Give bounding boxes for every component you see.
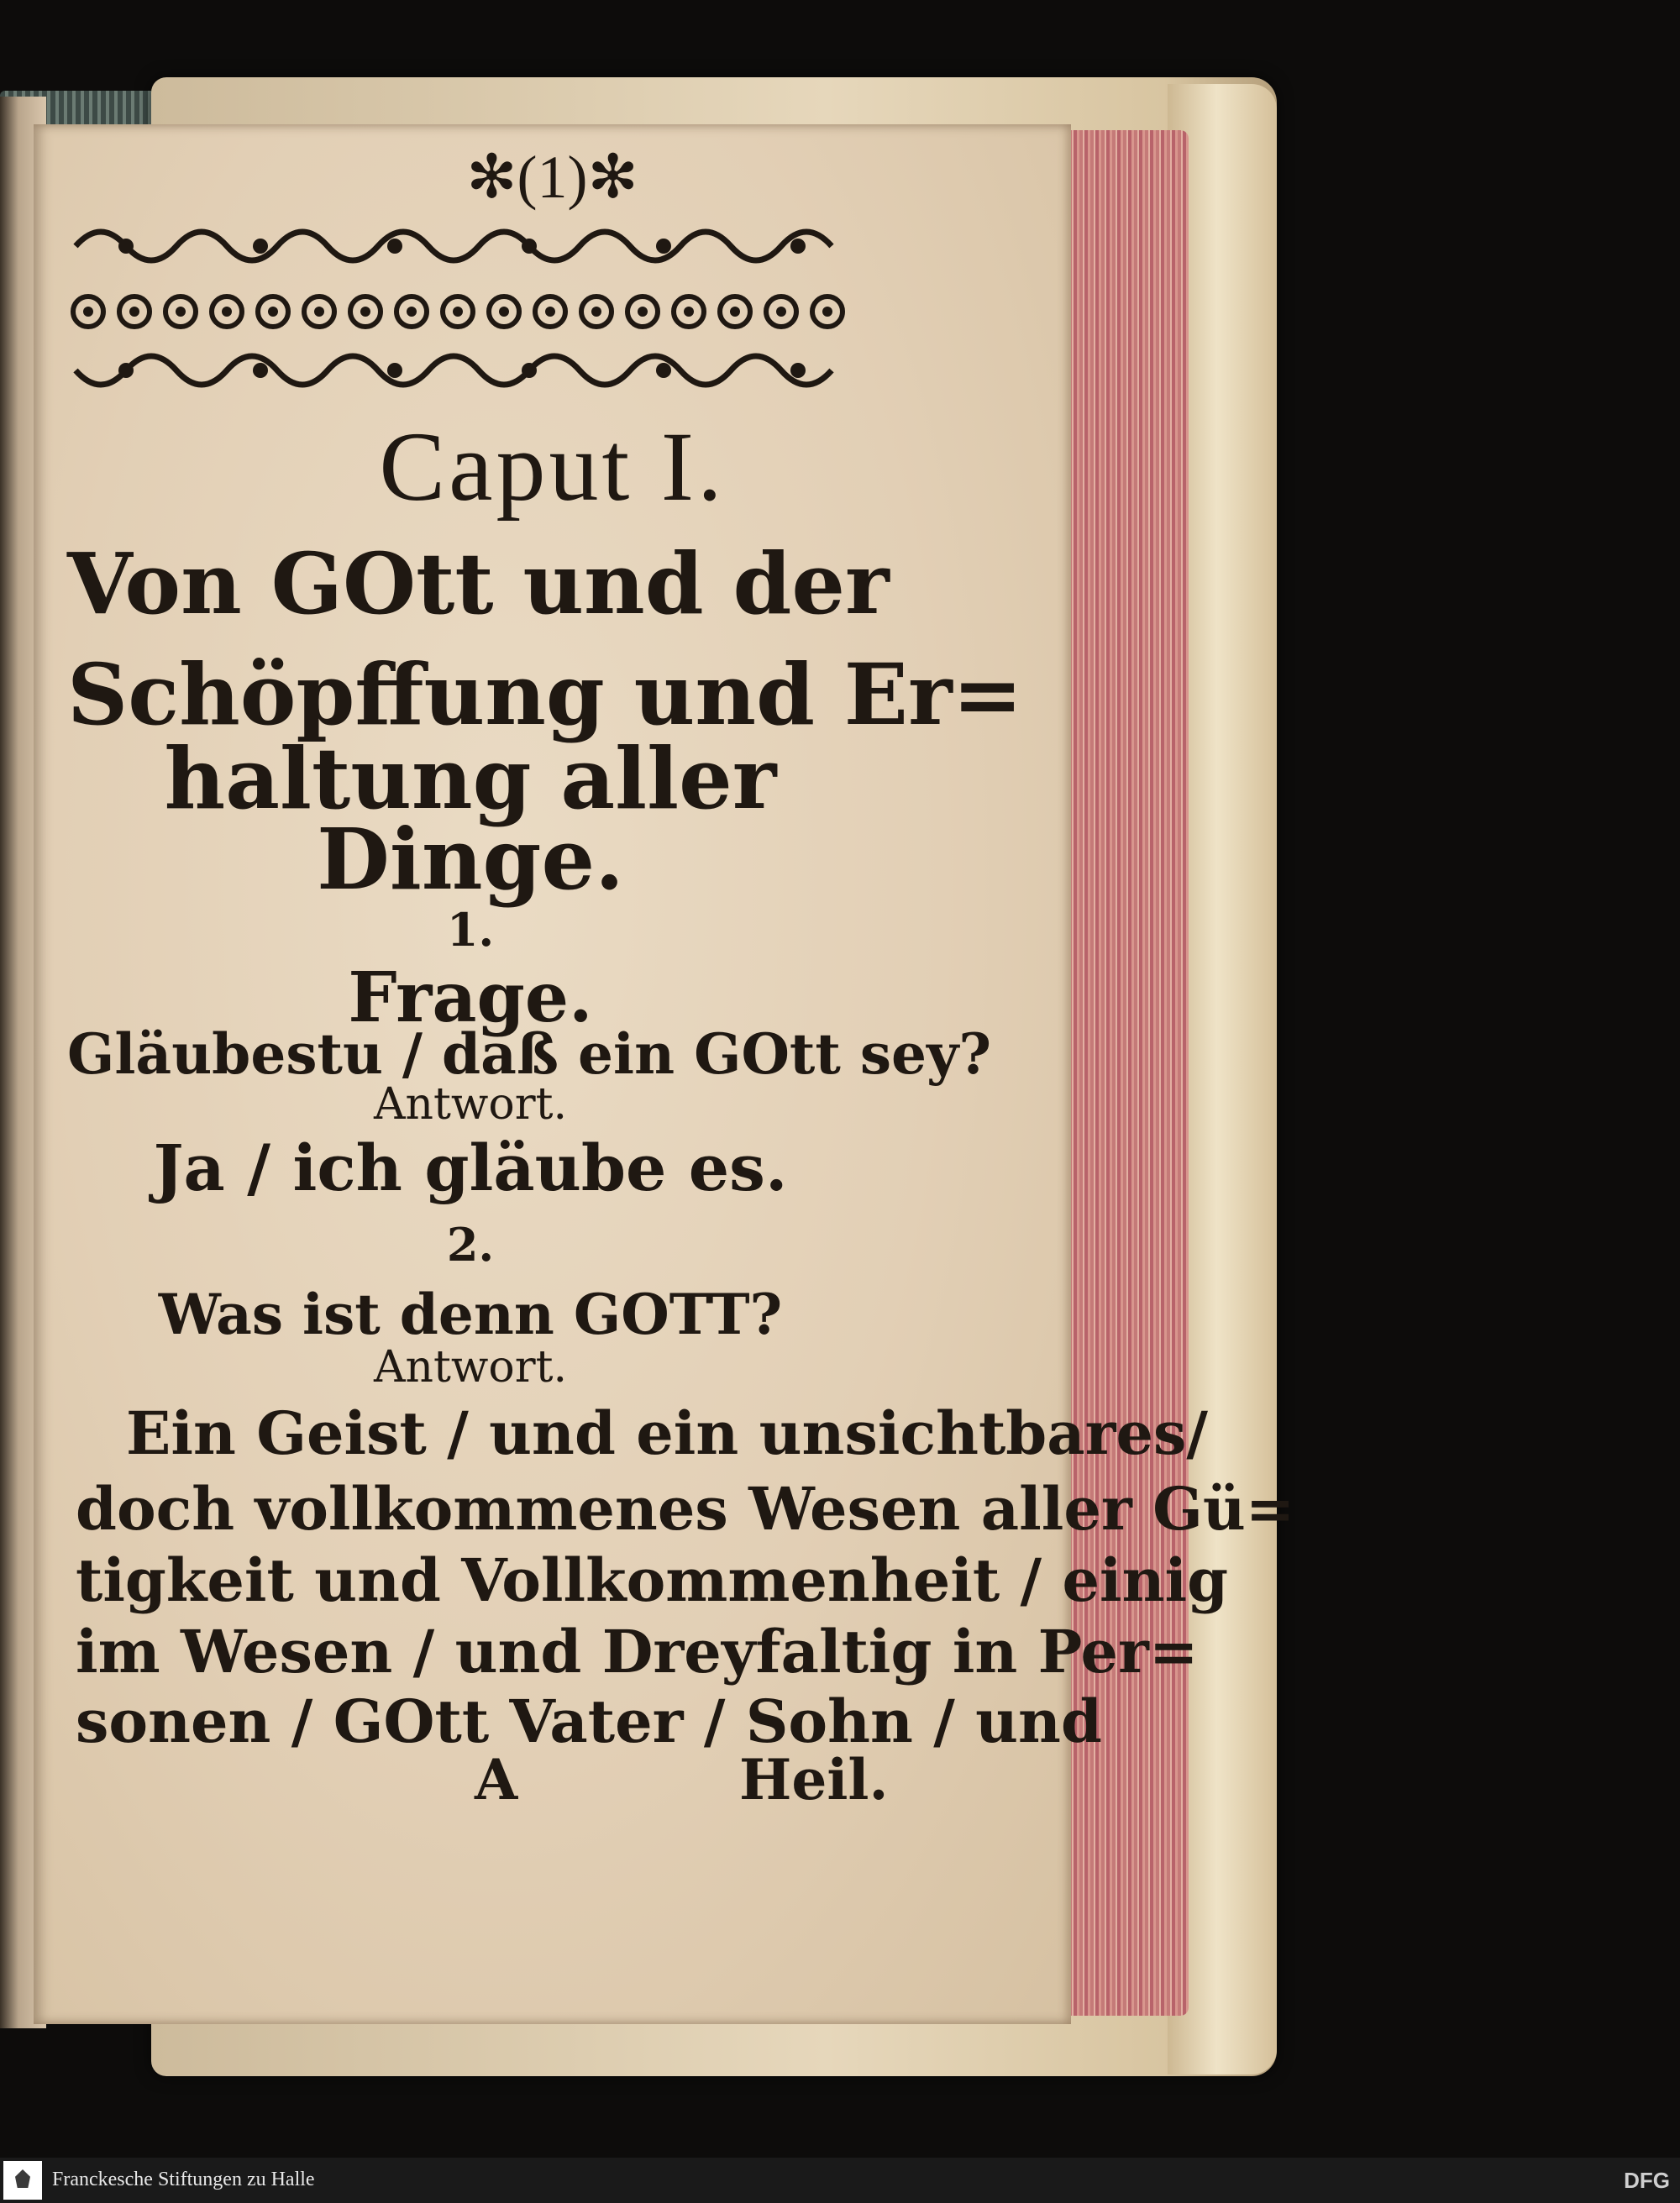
answer-2-line-3: tigkeit und Vollkommenheit / einig	[76, 1545, 1229, 1615]
question-1-text: Gläubestu / daß ein GOtt sey?	[67, 1021, 992, 1087]
page-number-text: (1)	[517, 144, 588, 211]
ornament-rosettes	[67, 286, 857, 338]
institution-name: Franckesche Stiftungen zu Halle	[52, 2169, 315, 2190]
title-line-4: Dinge.	[317, 810, 624, 909]
question-1-number: 1.	[446, 903, 495, 957]
answer-2-line-5: sonen / GOtt Vater / Sohn / und	[76, 1686, 1102, 1756]
question-2-number: 2.	[446, 1218, 495, 1272]
title-line-1: Von GOtt und der	[67, 534, 890, 633]
answer-1-text: Ja / ich gläube es.	[153, 1130, 788, 1205]
dfg-logo: DFG	[1624, 2168, 1670, 2193]
chapter-heading: Caput I.	[379, 412, 726, 522]
antwort-label-2: Antwort.	[373, 1342, 568, 1393]
asterisk-ornament-icon: ✻	[587, 144, 638, 211]
question-2-text: Was ist denn GOTT?	[158, 1282, 783, 1347]
signature-mark: A	[475, 1747, 518, 1812]
title-line-2: Schöpffung und Er=	[67, 645, 1023, 744]
title-line-3: haltung aller	[164, 729, 777, 828]
answer-2-line-1: Ein Geist / und ein unsichtbares/	[126, 1398, 1208, 1468]
viewer-footer	[0, 2158, 1680, 2203]
catchword: Heil.	[739, 1747, 889, 1812]
institution-logo-icon	[3, 2161, 42, 2200]
answer-2-line-4: im Wesen / und Dreyfaltig in Per=	[76, 1617, 1199, 1686]
antwort-label-1: Antwort.	[373, 1079, 568, 1130]
frage-label: Frage.	[348, 957, 593, 1038]
asterisk-ornament-icon: ✻	[466, 144, 517, 211]
ornament-band-bottom	[67, 344, 857, 396]
page-number	[34, 141, 1071, 212]
ornament-band-top	[67, 220, 857, 272]
answer-2-line-2: doch vollkommenes Wesen aller Gü=	[76, 1474, 1295, 1544]
